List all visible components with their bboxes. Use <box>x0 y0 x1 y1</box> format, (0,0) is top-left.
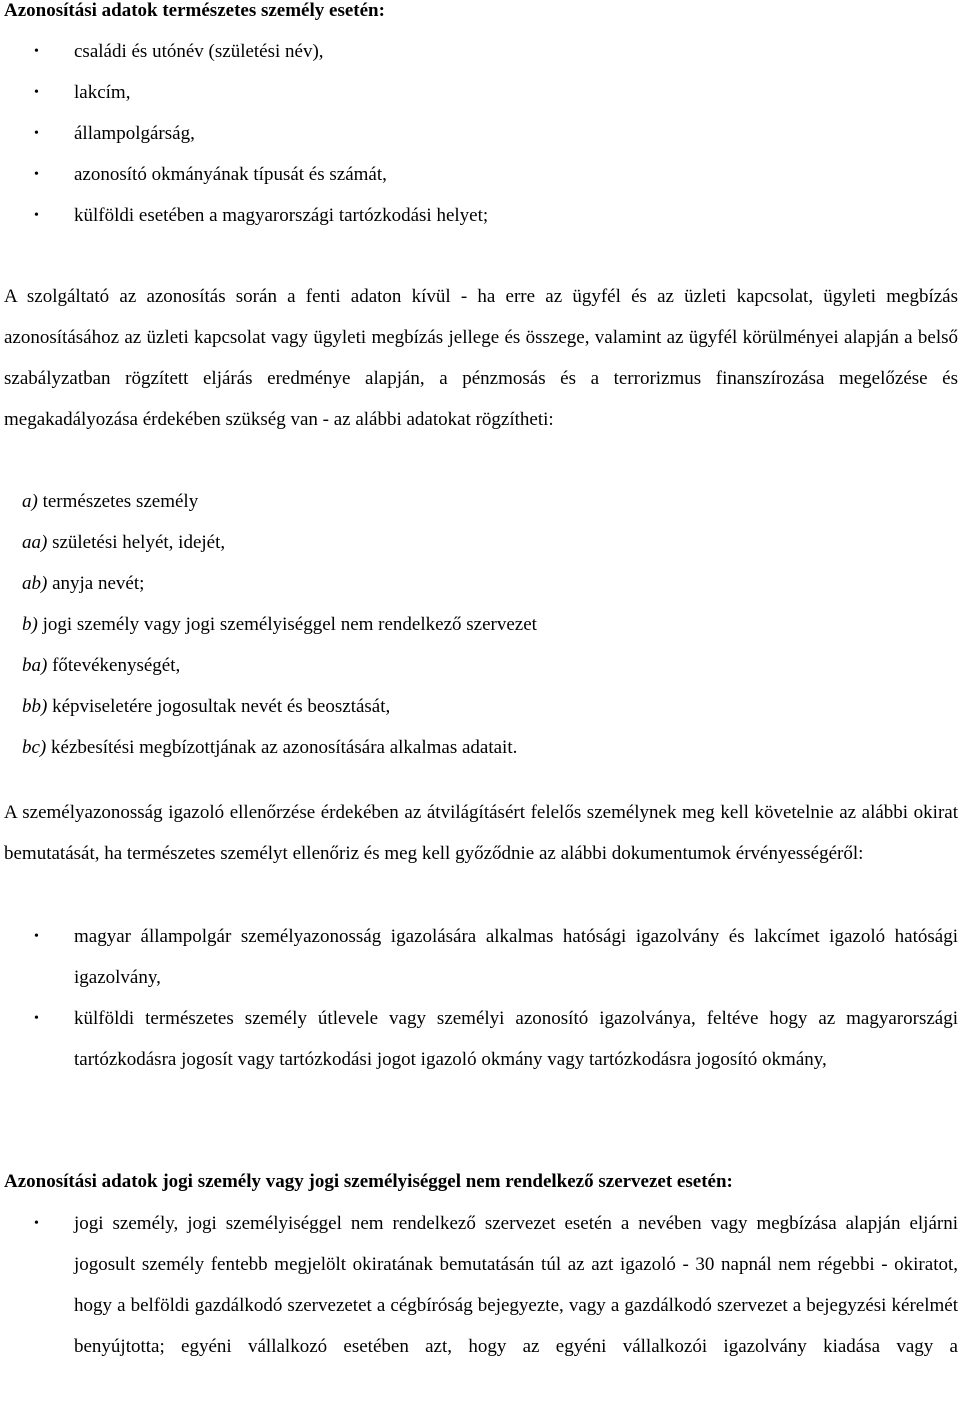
list-item: aa) születési helyét, idejét, <box>22 532 226 553</box>
identity-document-list <box>4 916 958 1080</box>
list-item: bb) képviseletére jogosultak nevét és beosztását, <box>22 696 391 717</box>
list-item: • családi és utónév (születési név), <box>4 31 958 72</box>
list-item: • külföldi természetes személy útlevele vagy személyi azonosító igazolványa, feltéve hogy az magyarországi tartózkodásra jogosít vagy tartózkodási jogot igazoló okmány vagy tartózkodásra jogosító okmány, <box>4 998 958 1080</box>
list-item: • magyar állampolgár személyazonosság igazolására alkalmas hatósági igazolvány és lakcímet igazoló hatósági igazolvány, <box>4 916 958 998</box>
bullet-icon: • <box>34 1011 39 1026</box>
bullet-icon: • <box>34 929 39 944</box>
bullet-icon: • <box>34 1216 39 1231</box>
bullet-icon: • <box>34 85 39 100</box>
bullet-icon: • <box>34 167 39 182</box>
bullet-icon: • <box>34 126 39 141</box>
list-item: b) jogi személy vagy jogi személyiséggel nem rendelkező szervezet <box>22 614 537 635</box>
list-item: ba) főtevékenységét, <box>22 655 181 676</box>
list-item: • jogi személy, jogi személyiséggel nem rendelkező szervezet esetén a nevében vagy megbízása alapján eljárni jogosult személy fentebb megjelölt okiratának bemutatásán túl az azt igazoló - 30 napnál nem régebbi - okiratot, hogy a belföldi gazdálkodó szervezetet a cégbíróság bejegyezte, vagy a gazdálkodó szervezet a bejegyzési kérelmét benyújtotta; egyéni vállalkozó esetében azt, hogy az egyéni vállalkozói igazolvány kiadása vagy a <box>4 1203 958 1367</box>
bullet-icon: • <box>34 208 39 223</box>
natural-person-data-list <box>4 31 958 236</box>
list-item: • külföldi esetében a magyarországi tartózkodási helyet; <box>4 195 958 236</box>
optional-data-items <box>22 481 952 768</box>
list-item: ab) anyja nevét; <box>22 573 145 594</box>
document-page <box>4 0 958 1357</box>
list-item: • állampolgárság, <box>4 113 958 154</box>
list-item: • azonosító okmányának típusát és számát, <box>4 154 958 195</box>
bullet-icon: • <box>34 44 39 59</box>
heading-natural-person: Azonosítási adatok természetes személy esetén: <box>4 0 385 21</box>
list-item: a) természetes személy <box>22 491 199 512</box>
list-item: • lakcím, <box>4 72 958 113</box>
list-item: bc) kézbesítési megbízottjának az azonosítására alkalmas adatait. <box>22 737 518 758</box>
legal-person-data-list <box>4 1203 958 1367</box>
heading-legal-person: Azonosítási adatok jogi személy vagy jogi személyiséggel nem rendelkező szervezet esetén: <box>4 1171 733 1192</box>
paragraph-identity-verification: A személyazonosság igazoló ellenőrzése érdekében az átvilágításért felelős személynek meg kell követelnie az alábbi okirat bemutatását, ha természetes személyt ellenőriz és meg kell győződnie az alábbi dokumentumok érvényességéről: <box>4 802 958 864</box>
paragraph-optional-data: A szolgáltató az azonosítás során a fenti adaton kívül - ha erre az ügyfél és az üzleti kapcsolat, ügyleti megbízás azonosításához az üzleti kapcsolat vagy ügyleti megbízás jellege és összege, valamint az ügyfél körülményei alapján a belső szabályzatban rögzített eljárás eredménye alapján, a pénzmosás és a terrorizmus finanszírozása megelőzése és megakadályozása érdekében szükség van - az alábbi adatokat rögzítheti: <box>4 286 958 430</box>
